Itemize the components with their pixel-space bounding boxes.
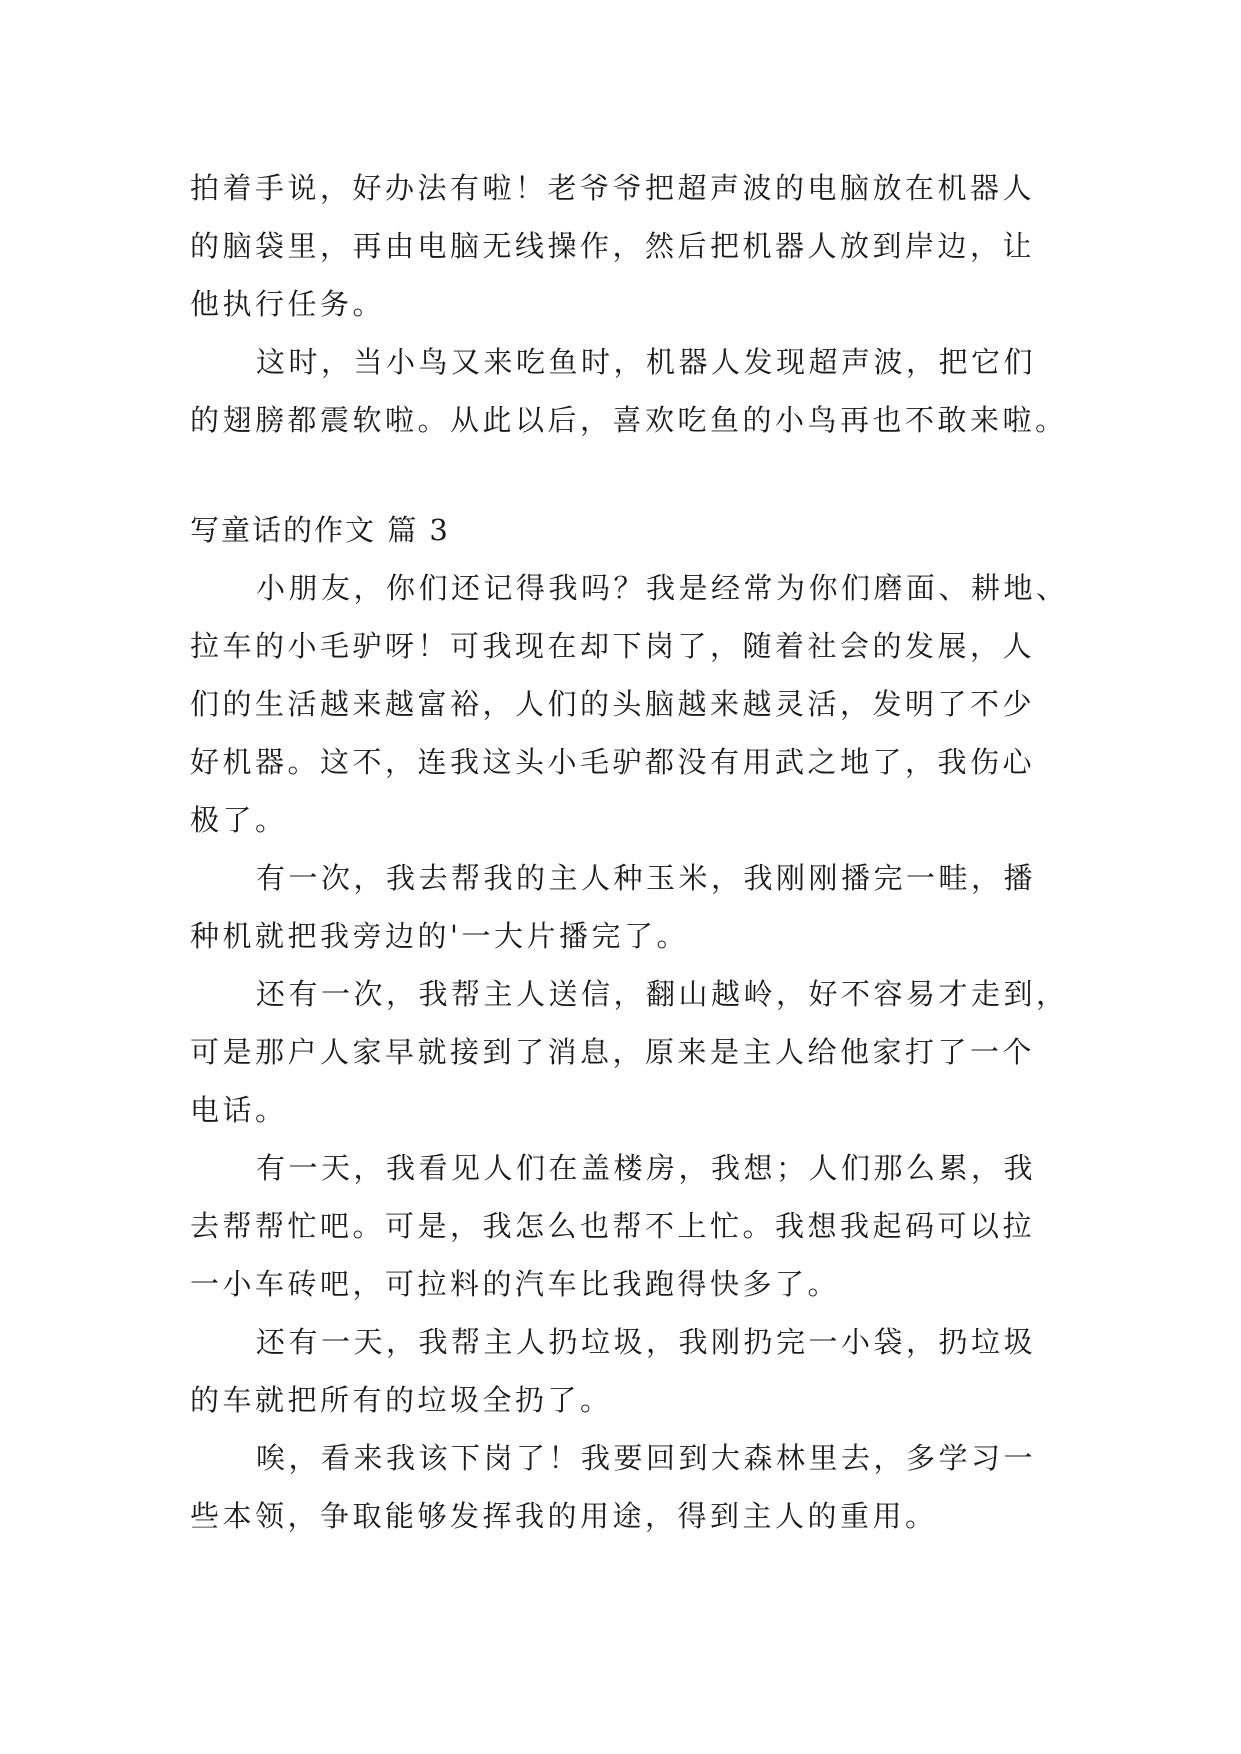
body-text-line: 唉，看来我该下岗了！我要回到大森林里去，多学习一: [256, 1441, 1037, 1475]
body-text-line: 有一天，我看见人们在盖楼房，我想；人们那么累，我: [256, 1151, 1037, 1185]
body-text-line: 的脑袋里，再由电脑无线操作，然后把机器人放到岸边，让: [190, 229, 1036, 263]
body-text-line: 拉车的小毛驴呀！可我现在却下岗了，随着社会的发展，人: [190, 629, 1036, 663]
body-text-line: 还有一天，我帮主人扔垃圾，我刚扔完一小袋，扔垃圾: [256, 1325, 1037, 1359]
body-text-line: 可是那户人家早就接到了消息，原来是主人给他家打了一个: [190, 1035, 1036, 1069]
body-text-line: 一小车砖吧，可拉料的汽车比我跑得快多了。: [190, 1267, 841, 1301]
body-text-line: 拍着手说，好办法有啦！老爷爷把超声波的电脑放在机器人: [190, 171, 1036, 205]
body-text-line: 小朋友，你们还记得我吗？我是经常为你们磨面、耕地、: [256, 571, 1069, 605]
body-text-line: 的翅膀都震软啦。从此以后，喜欢吃鱼的小鸟再也不敢来啦。: [190, 403, 1068, 437]
body-text-line: 去帮帮忙吧。可是，我怎么也帮不上忙。我想我起码可以拉: [190, 1209, 1036, 1243]
body-text-line: 种机就把我旁边的'一大片播完了。: [190, 919, 689, 953]
section-heading: 写童话的作文 篇 3: [190, 513, 450, 547]
body-text-line: 些本领，争取能够发挥我的用途，得到主人的重用。: [190, 1499, 938, 1533]
body-text-line: 极了。: [190, 803, 288, 837]
body-text-line: 电话。: [190, 1093, 288, 1127]
body-text-line: 们的生活越来越富裕，人们的头脑越来越灵活，发明了不少: [190, 687, 1036, 721]
body-text-line: 有一次，我去帮我的主人种玉米，我刚刚播完一畦，播: [256, 861, 1037, 895]
body-text-line: 好机器。这不，连我这头小毛驴都没有用武之地了，我伤心: [190, 745, 1036, 779]
body-text-line: 的车就把所有的垃圾全扔了。: [190, 1383, 613, 1417]
body-text-line: 他执行任务。: [190, 287, 386, 321]
body-text-line: 还有一次，我帮主人送信，翻山越岭，好不容易才走到，: [256, 977, 1069, 1011]
body-text-line: 这时，当小鸟又来吃鱼时，机器人发现超声波，把它们: [256, 345, 1037, 379]
